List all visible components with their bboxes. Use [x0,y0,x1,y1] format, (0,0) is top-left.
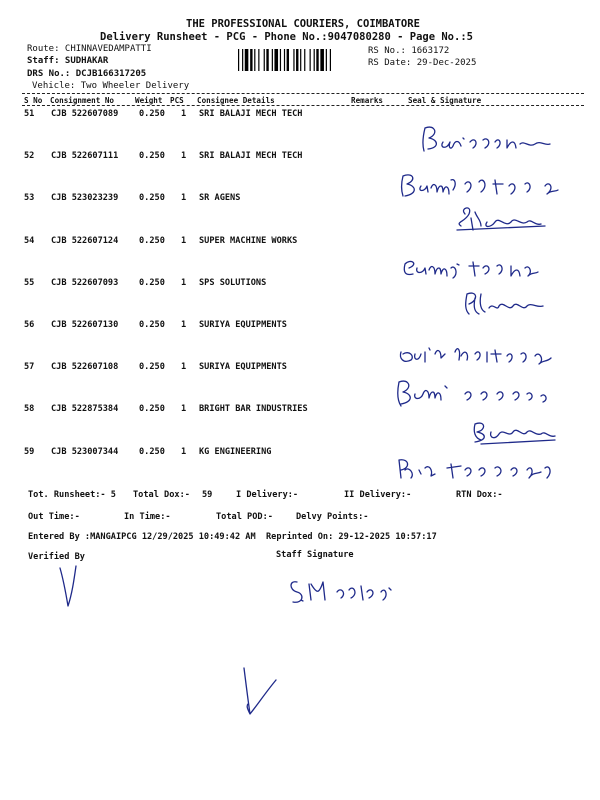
row-pcs: 1 [181,236,187,246]
row-consignee: KG ENGINEERING [199,447,272,457]
table-row [22,320,402,334]
row-pcs: 1 [181,447,187,457]
row-sno: 59 [24,447,35,457]
ii-delivery-label: II Delivery:- [344,490,412,500]
vehicle-label: Vehicle: Two Wheeler Delivery [32,81,190,91]
row-sno: 54 [24,236,35,246]
row-weight: 0.250 [139,236,165,246]
row-weight: 0.250 [139,151,165,161]
reprinted-on: Reprinted On: 29-12-2025 10:57:17 [266,532,437,542]
row-consignee: SRI BALAJI MECH TECH [199,109,303,119]
total-dox-label: Total Dox:- [133,490,190,500]
row-pcs: 1 [181,404,187,414]
row-pcs: 1 [181,362,187,372]
barcode [238,49,364,71]
row-weight: 0.250 [139,193,165,203]
table-row [22,362,402,376]
table-row [22,236,402,250]
row-consignee: SR AGENS [199,193,241,203]
col-sno: S No [24,96,43,105]
staff-signature-mark [285,570,405,610]
rs-date: RS Date: 29-Dec-2025 [368,58,477,68]
row-consignee: BRIGHT BAR INDUSTRIES [199,404,308,414]
row-consignment: CJB 522607089 [51,109,119,119]
row-sno: 51 [24,109,35,119]
route-label: Route: CHINNAVEDAMPATTI [27,44,152,54]
row-weight: 0.250 [139,362,165,372]
header-bottom-rule [22,105,584,106]
col-remarks: Remarks [351,96,384,105]
row-sno: 53 [24,193,35,203]
row-consignment: CJB 522607108 [51,362,119,372]
row-consignee: SURIYA EQUIPMENTS [199,320,287,330]
row-sno: 56 [24,320,35,330]
staff-signature-label: Staff Signature [276,550,354,560]
table-row [22,447,402,461]
rs-number: RS No.: 1663172 [368,46,450,56]
out-time-label: Out Time:- [28,512,80,522]
col-seal-signature: Seal & Signature [408,96,482,105]
total-runsheet: Tot. Runsheet:- 5 [28,490,116,500]
row-weight: 0.250 [139,447,165,457]
row-sno: 57 [24,362,35,372]
handwritten-signatures [395,118,590,498]
col-weight: Weight [135,96,163,105]
entered-by: Entered By :MANGAIPCG 12/29/2025 10:49:42 AM [28,532,256,542]
total-dox-value: 59 [202,490,213,500]
row-consignment: CJB 523007344 [51,447,119,457]
row-consignment: CJB 522607130 [51,320,119,330]
table-row [22,151,402,165]
row-consignment: CJB 523023239 [51,193,119,203]
row-consignee: SURIYA EQUIPMENTS [199,362,287,372]
col-pcs: PCS [170,96,184,105]
drs-number: DRS No.: DCJB166317205 [27,69,147,79]
col-consignee: Consignee Details [197,96,275,105]
col-consignment: Consignment No [50,96,115,105]
total-pod-label: Total POD:- [216,512,273,522]
row-sno: 55 [24,278,35,288]
row-pcs: 1 [181,109,187,119]
row-weight: 0.250 [139,278,165,288]
second-check-mark [236,660,286,720]
row-weight: 0.250 [139,109,165,119]
row-pcs: 1 [181,151,187,161]
row-consignee: SPS SOLUTIONS [199,278,267,288]
delvy-points-label: Delvy Points:- [296,512,369,522]
row-weight: 0.250 [139,320,165,330]
row-consignee: SUPER MACHINE WORKS [199,236,298,246]
header-top-rule [22,93,584,94]
row-consignee: SRI BALAJI MECH TECH [199,151,303,161]
staff-label: Staff: SUDHAKAR [27,56,109,66]
table-row [22,193,402,207]
row-consignment: CJB 522607093 [51,278,119,288]
row-consignment: CJB 522875384 [51,404,119,414]
table-row [22,404,402,418]
table-row [22,109,402,123]
company-title: THE PROFESSIONAL COURIERS, COIMBATORE [186,18,420,30]
rtn-dox-label: RTN Dox:- [456,490,503,500]
in-time-label: In Time:- [124,512,171,522]
row-sno: 58 [24,404,35,414]
runsheet-title: Delivery Runsheet - PCG - Phone No.:9047080280 - Page No.:5 [100,31,473,43]
verified-by-label: Verified By [28,552,85,562]
row-pcs: 1 [181,193,187,203]
table-row [22,278,402,292]
row-consignment: CJB 522607124 [51,236,119,246]
verified-check-mark [50,560,90,610]
i-delivery-label: I Delivery:- [236,490,299,500]
row-consignment: CJB 522607111 [51,151,119,161]
row-weight: 0.250 [139,404,165,414]
row-sno: 52 [24,151,35,161]
row-pcs: 1 [181,278,187,288]
row-pcs: 1 [181,320,187,330]
